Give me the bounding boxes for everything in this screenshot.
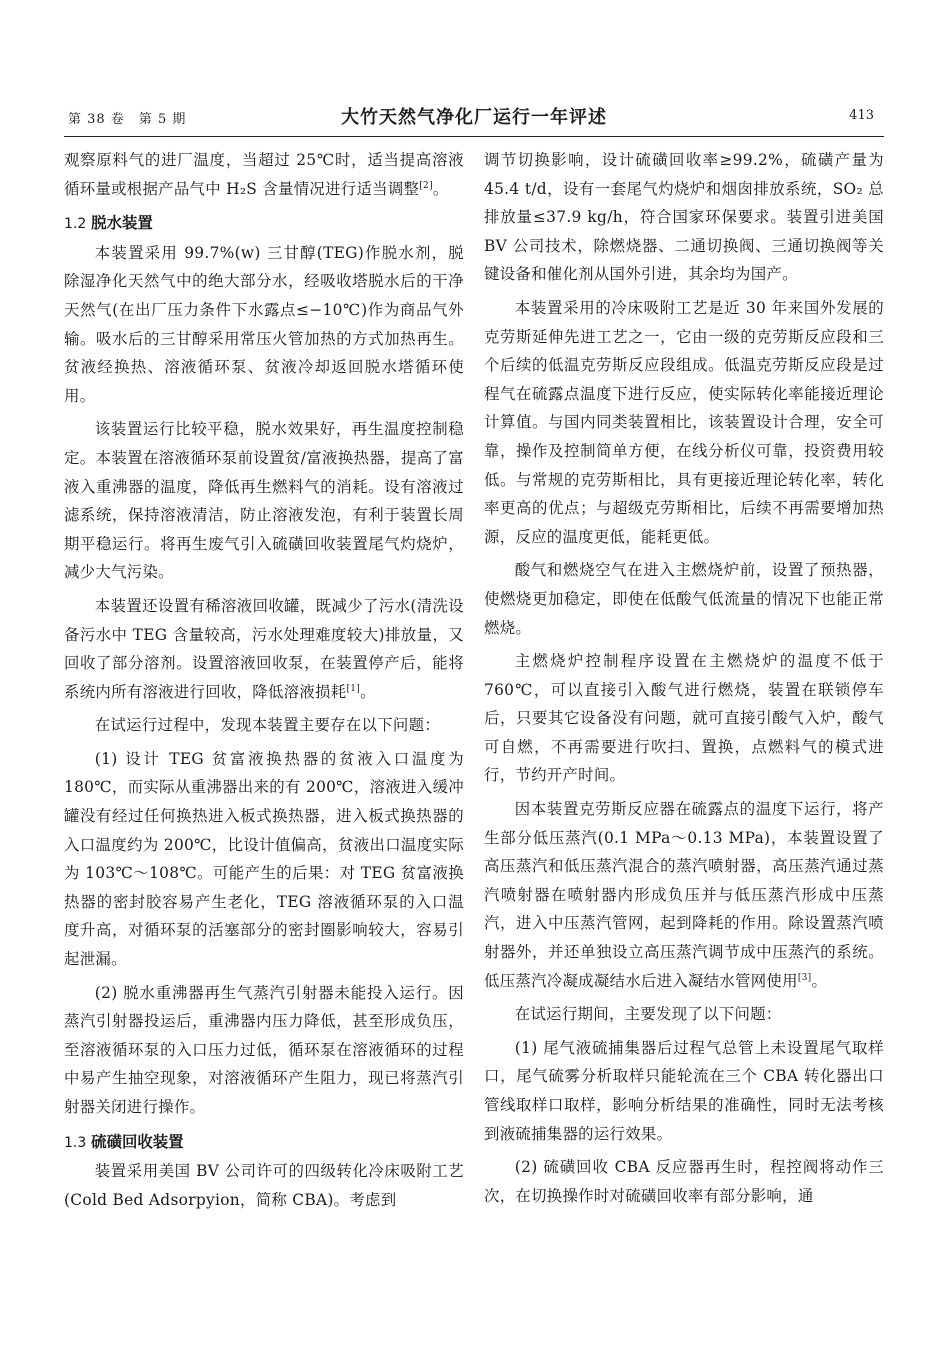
- section-heading-1-3: 1.3 硫磺回收装置: [64, 1132, 184, 1151]
- paragraph: 在试运行过程中，发现本装置主要存在以下问题：: [94, 716, 440, 735]
- paragraph: 主燃烧炉控制程序设置在主燃烧炉的温度不低于 760℃，可以直接引入酸气进行燃烧，装置在联锁停车后，只要其它设备没有问题，就可直接引酸气入炉，酸气可自燃，不再需要进行吹扫、置换，点燃料气的模式进行，节约开产时间。: [484, 652, 884, 785]
- list-item: (1) 尾气液硫捕集器后过程气总管上未设置尾气取样口，尾气硫雾分析取样只能轮流在三个 CBA 转化器出口管线取样口取样，影响分析结果的准确性，同时无法考核到液硫捕集器的运行效果。: [484, 1038, 884, 1143]
- paragraph: 因本装置克劳斯反应器在硫露点的温度下运行，将产生部分低压蒸汽(0.1 MPa～0.13 MPa)，本装置设置了高压蒸汽和低压蒸汽混合的蒸汽喷射器，高压蒸汽通过蒸汽喷射器在喷射器内形成负压并与低压蒸汽形成中压蒸汽，进入中压蒸汽管网，起到降耗的作用。除设置蒸汽喷射器外，并还单独设立高压蒸汽调节成中压蒸汽的系统。低压蒸汽冷凝成凝结水后进入凝结水管网使用[3]。: [484, 800, 884, 990]
- page-number: 413: [849, 108, 874, 123]
- citation-2: [2]: [419, 180, 433, 191]
- paragraph: 本装置采用的冷床吸附工艺是近 30 年来国外发展的克劳斯延伸先进工艺之一，它由一级的克劳斯反应段和三个后续的低温克劳斯反应段组成。低温克劳斯反应段是过程气在硫露点温度下进行反应，使实际转化率能接近理论计算值。与国内同类装置相比，该装置设计合理，安全可靠，操作及控制简单方便，在线分析仪可靠，投资费用较低。与常规的克劳斯相比，具有更接近理论转化率，转化率更高的优点；与超级克劳斯相比，后续不再需要增加热源，反应的温度更低，能耗更低。: [484, 298, 884, 546]
- right-column: [484, 146, 884, 1210]
- article-title: 大竹天然气净化厂运行一年评述: [341, 107, 607, 128]
- section-heading-1-2: 1.2 脱水装置: [64, 214, 153, 233]
- paragraph: 观察原料气的进厂温度，当超过 25℃时，适当提高溶液循环量或根据产品气中 H₂S 含量情况进行适当调整[2]。: [64, 151, 464, 198]
- paragraph: 本装置还设置有稀溶液回收罐，既减少了污水(清洗设备污水中 TEG 含量较高，污水处理难度较大)排放量，又回收了部分溶剂。设置溶液回收泵，在装置停产后，能将系统内所有溶液进行回收，降低溶液损耗[1]。: [64, 596, 464, 701]
- journal-volume-issue: 第 38 卷 第 5 期: [68, 112, 187, 127]
- paragraph: 酸气和燃烧空气在进入主燃烧炉前，设置了预热器，使燃烧更加稳定，即使在低酸气低流量的情况下也能正常燃烧。: [484, 561, 884, 637]
- citation-3: [3]: [797, 972, 812, 983]
- paragraph: 装置采用美国 BV 公司许可的四级转化冷床吸附工艺(Cold Bed Adsorpyion，简称 CBA)。考虑到: [64, 1162, 464, 1209]
- running-header: [64, 100, 884, 137]
- paragraph: 本装置采用 99.7%(w) 三甘醇(TEG)作脱水剂，脱除湿净化天然气中的绝大部分水，经吸收塔脱水后的干净天然气(在出厂压力条件下水露点≤−10℃)作为商品气外输。吸水后的三甘醇采用常压火管加热的方式加热再生。贫液经换热、溶液循环泵、贫液冷却返回脱水塔循环使用。: [64, 243, 464, 405]
- citation-1: [1]: [346, 683, 361, 694]
- list-item: (2) 脱水重沸器再生气蒸汽引射器未能投入运行。因蒸汽引射器投运后，重沸器内压力降低，甚至形成负压，至溶液循环泵的入口压力过低，循环泵在溶液循环的过程中易产生抽空现象，对溶液循环产生阻力，现已将蒸汽引射器关闭进行操作。: [64, 983, 464, 1116]
- paragraph: 在试运行期间，主要发现了以下问题：: [514, 1005, 782, 1024]
- list-item: (1) 设计 TEG 贫富液换热器的贫液入口温度为 180℃，而实际从重沸器出来的有 200℃，溶液进入缓冲罐没有经过任何换热进入板式换热器，进入板式换热器的入口温度约为 200℃，比设计值偏高，贫液出口温度实际为 103℃～108℃。可能产生的后果：对 TEG 贫富液换热器的密封胶容易产生老化，TEG 溶液循环泵的入口温度升高，对循环泵的活塞部分的密封圈影响较大，容易引起泄漏。: [64, 749, 464, 969]
- paragraph: 该装置运行比较平稳，脱水效果好，再生温度控制稳定。本装置在溶液循环泵前设置贫/富液换热器，提高了富液入重沸器的温度，降低再生燃料气的消耗。设有溶液过滤系统，保持溶液清洁，防止溶液发泡，有利于装置长周期平稳运行。将再生废气引入硫磺回收装置尾气灼烧炉，减少大气污染。: [64, 420, 464, 582]
- left-column: [64, 146, 464, 1214]
- list-item: (2) 硫磺回收 CBA 反应器再生时，程控阀将动作三次，在切换操作时对硫磺回收率有部分影响，通: [484, 1158, 884, 1205]
- paragraph: 调节切换影响，设计硫磺回收率≥99.2%，硫磺产量为 45.4 t/d，设有一套尾气灼烧炉和烟囱排放系统，SO₂ 总排放量≤37.9 kg/h，符合国家环保要求。装置引进美国 BV 公司技术，除燃烧器、二通切换阀、三通切换阀等关键设备和催化剂从国外引进，其余均为国产。: [484, 151, 884, 284]
